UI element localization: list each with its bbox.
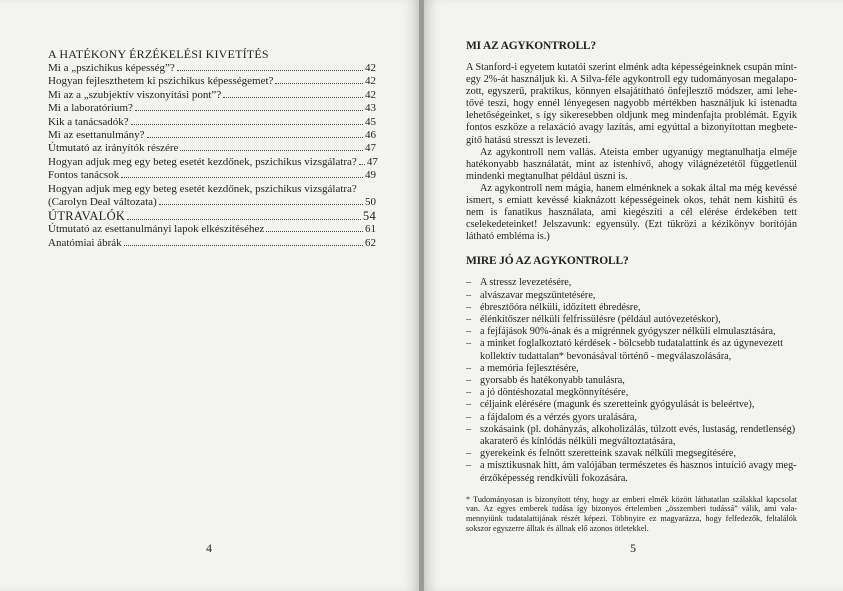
list-item [466, 424, 797, 448]
list-item [466, 302, 797, 314]
toc-entry [48, 169, 376, 182]
list-item-text: szokásaink (pl. dohányzás, alkoholizálás, túlzott evés, lustaság, rendetlenség) akaraterő és kínlódás nélküli megváltoztatására, [480, 423, 796, 448]
list-item-text: a jó döntéshozatal megkönnyítésére, [480, 387, 629, 399]
toc-entry-text: Útmutató az esettanulmányi lapok elkészítéséhez [48, 223, 265, 236]
toc-entry-text: Mi a laboratórium? [48, 102, 133, 115]
paragraph: Az agykontroll nem mágia, hanem elménknek a sokak által ma még kevéssé ismert, s emiatt kevéssé kiaknázott képességeinek okos, tehát nem kishitű és nem is fanatikus használata, ami kiegészíti a cél elérése érdekében tett cselekedeteinket! Jelszavunk: egyensúly. (Ezt tükrözi a kézikönyv borítóján látható embléma is.) [466, 182, 797, 243]
list-item-text: a fejfájások 90%-ának és a migrénnek gyógyszer nélküli elmulasztására, [480, 326, 776, 338]
dash-bullet: – [466, 460, 472, 472]
toc-section-text: ÚTRAVALÓK [48, 209, 126, 224]
list-item-text: a memória fejlesztésére, [480, 362, 579, 374]
leader-dots [177, 70, 363, 71]
list-item [466, 387, 797, 399]
list-item-text: élénkítőszer nélküli felfrissülésre (például autóvezetéskor), [480, 314, 721, 326]
list-item [466, 338, 797, 362]
leader-dots [223, 97, 363, 98]
toc-entry-page: 46 [365, 129, 376, 142]
leader-dots [266, 231, 363, 232]
toc-entry [48, 156, 376, 169]
toc-entry-page: 49 [365, 169, 376, 182]
dash-bullet: – [466, 362, 472, 374]
toc-entry-page: 47 [365, 142, 376, 155]
dash-bullet: – [466, 289, 472, 301]
table-of-contents [48, 48, 376, 250]
list-item [466, 375, 797, 387]
leader-dots [135, 110, 363, 111]
dash-bullet: – [466, 277, 472, 289]
list-item [466, 314, 797, 326]
list-item-text: céljaink elérésére (magunk és szeretteink gyógyulását is beleértve), [480, 399, 755, 411]
dash-bullet: – [466, 387, 472, 399]
toc-entry-page: 62 [365, 236, 376, 249]
page-number-left: 4 [206, 541, 212, 555]
left-page [0, 0, 419, 591]
toc-entry-page: 61 [365, 223, 376, 236]
toc-entry-text: Mi a „pszichikus képesség”? [48, 62, 175, 74]
list-item [466, 290, 797, 302]
toc-entry-text: Kik a tanácsadók? [48, 115, 129, 128]
list-item-text: a minket foglalkoztató kérdések - bölcsebb tudatalattink és az úgynevezett kollektív tudattalan* bevonásával történő - megválaszolására, [480, 338, 783, 362]
footnote: * Tudományosan is bizonyított tény, hogy az emberi elmék között láthatatlan szálakkal kapcsolat van. Az egyes emberek tudása így bizonyos értelemben „összemberi tudássá” válik, ami vala-mennyiünk tudatalattijának részét képezi. Többnyire ez magyarázza, hogy felfedezők, feltalálók sokszor egyszerre álltak és állnak elő azonos ötletekkel. [466, 494, 797, 533]
spacer [466, 243, 797, 255]
toc-entry [48, 75, 376, 88]
toc-entry [48, 237, 376, 250]
toc-entry [48, 116, 376, 129]
dash-bullet: – [466, 338, 472, 350]
leader-dots [131, 124, 363, 125]
toc-entry-line [48, 196, 376, 209]
list-item [466, 326, 797, 338]
right-page [424, 0, 843, 591]
list-item-text: ébresztőóra nélküli, időzített ébredésre, [480, 301, 641, 313]
toc-entry-text: Hogyan adjuk meg egy beteg esetét kezdőnek, pszichikus vizsgálatra? [48, 182, 357, 195]
toc-entry [48, 142, 376, 155]
toc-entry-text: Anatómiai ábrák [48, 236, 122, 249]
toc-entry-text: (Carolyn Deal változata) [48, 196, 157, 209]
heading-what-for: MIRE JÓ AZ AGYKONTROLL? [466, 255, 629, 268]
toc-entry-text: Mi az a „szubjektív viszonyítási pont”? [48, 88, 222, 101]
toc-entry-text: Mi az esettanulmány? [48, 129, 145, 142]
dash-bullet: – [466, 326, 472, 338]
dash-bullet: – [466, 314, 472, 326]
toc-entry-text: Fontos tanácsok [48, 169, 120, 182]
toc-entry-text: Hogyan fejleszthetem ki pszichikus képességemet? [48, 75, 274, 88]
paragraph: A Stanford-i egyetem kutatói szerint elménk adta képességeinknek csupán mint-egy 2%-át használjuk ki. A Silva-féle agykontroll egy tudományosan megalapo-zott, egyszerű, praktikus, könnyen elsajátítható önfejlesztő módszer, ami lehe-tővé teszi, hogy ennél lényegesen nagyobb mértékben használjuk ki istenadta lehetőségeinket, s így sikeresebben oldjunk meg mindenfajta problémát. Egyik fontos eszköze a relaxáció avagy lazítás, ami egyúttal a bizonyítottan megbete-gítő hatású stresszt is levezeti. [466, 62, 797, 146]
list-item [466, 448, 797, 460]
leader-dots [359, 164, 365, 165]
dash-bullet: – [466, 448, 472, 460]
list-item-text: a misztikusnak hitt, ám valójában természetes és hasznos intuíció avagy meg-érzőképesség rendkívüli fokozására. [480, 460, 797, 484]
toc-entry-page: 50 [365, 196, 376, 209]
dash-bullet: – [466, 375, 472, 387]
leader-dots [147, 137, 363, 138]
leader-dots [127, 219, 361, 220]
dash-bullet: – [466, 423, 472, 435]
toc-entry-text: Hogyan adjuk meg egy beteg esetét kezdőnek, pszichikus vizsgálatra? [48, 155, 357, 168]
toc-entry [48, 62, 376, 75]
toc-entry-page: 47 [366, 155, 378, 168]
leader-dots [180, 150, 363, 151]
list-item [466, 399, 797, 411]
toc-entry-page: 42 [365, 62, 376, 74]
list-item [466, 277, 797, 289]
toc-entry [48, 223, 376, 236]
right-page-content [466, 40, 797, 533]
leader-dots [275, 83, 363, 84]
list-item-text: A stressz levezetésére, [480, 277, 572, 289]
leader-dots [124, 245, 363, 246]
toc-entry [48, 89, 376, 102]
list-item-text: alvászavar megszüntetésére, [480, 289, 596, 301]
toc-entry [48, 102, 376, 115]
list-item-text: gyorsabb és hatékonyabb tanulásra, [480, 375, 625, 387]
toc-section [48, 209, 376, 223]
toc-entry-page: 45 [365, 115, 376, 128]
list-item [466, 363, 797, 375]
dash-bullet: – [466, 301, 472, 313]
toc-entry-multiline [48, 183, 376, 210]
toc-section-page: 54 [362, 209, 376, 224]
toc-entry-page: 42 [365, 75, 376, 88]
toc-entry [48, 129, 376, 142]
list-item-text: a fájdalom és a vérzés gyors uralására, [480, 411, 637, 423]
list-item [466, 460, 797, 484]
toc-entry-page: 42 [365, 88, 376, 101]
leader-dots [121, 177, 363, 178]
paragraph: Az agykontroll nem vallás. Ateista ember ugyanúgy megtanulhatja elméje hatékonyabb használatát, mint az istenhívő, ahogy világnézetétől függetlenül mindenki megtanulhat például úszni is. [466, 146, 797, 182]
toc-entry-text: Útmutató az irányítók részére [48, 142, 179, 155]
dash-bullet: – [466, 411, 472, 423]
leader-dots [159, 204, 363, 205]
toc-title: A HATÉKONY ÉRZÉKELÉSI KIVETÍTÉS [48, 47, 269, 61]
heading-what-is: MI AZ AGYKONTROLL? [466, 40, 596, 52]
benefits-list [466, 277, 797, 484]
list-item [466, 412, 797, 424]
dash-bullet: – [466, 399, 472, 411]
toc-entry-page: 43 [365, 102, 376, 115]
page-number-right: 5 [630, 541, 636, 555]
list-item-text: gyerekeink és felnőtt szeretteink szavak nélküli megsegítésére, [480, 448, 737, 460]
